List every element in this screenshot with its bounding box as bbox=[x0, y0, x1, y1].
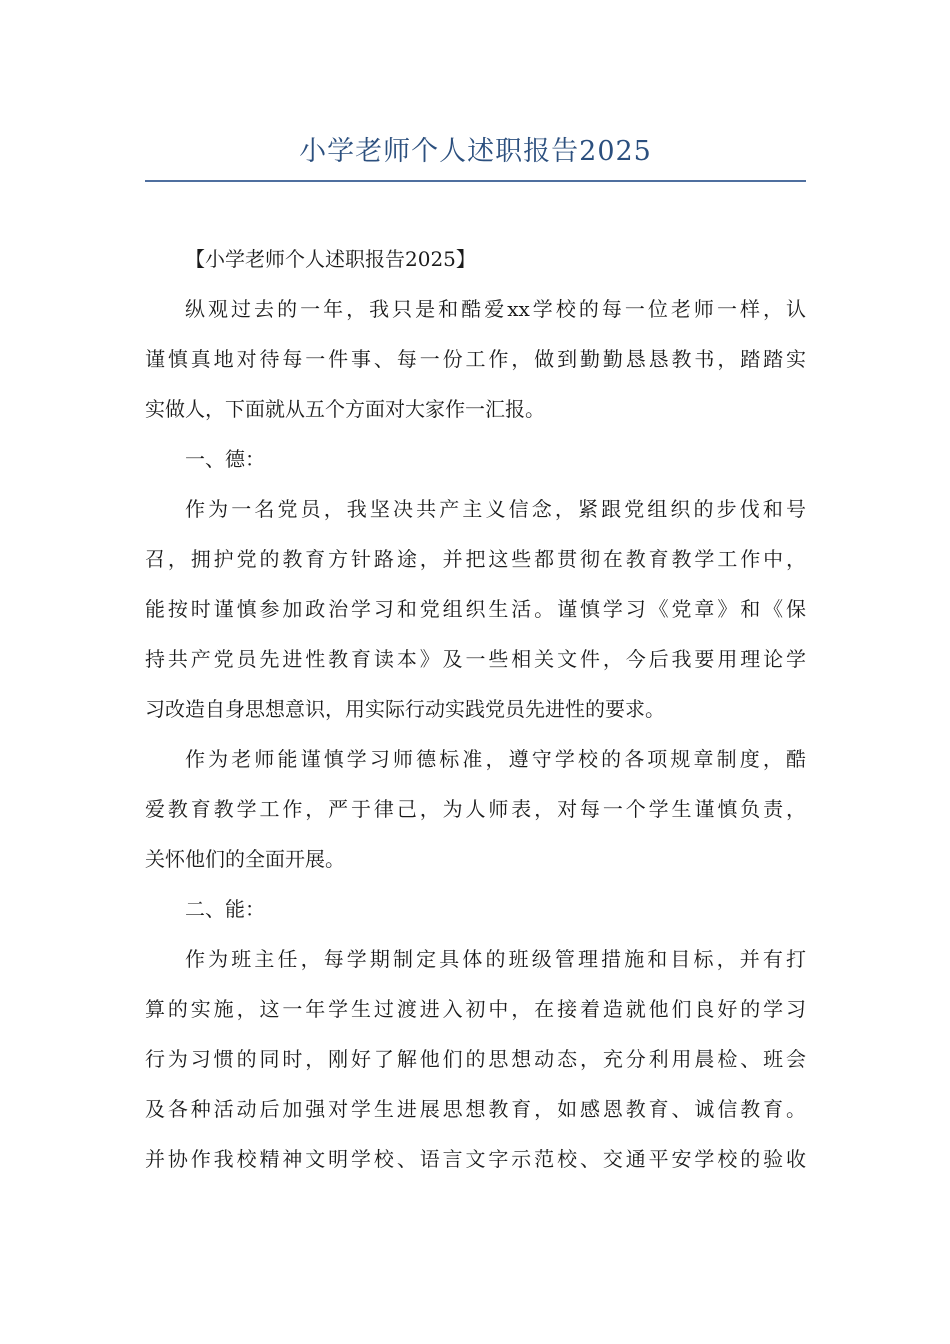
paragraph-line: 一、德： bbox=[185, 447, 265, 471]
paragraph-line: 爱教育教学工作，严于律己，为人师表，对每一个学生谨慎负责， bbox=[145, 797, 806, 821]
paragraph-heading-bracket bbox=[145, 234, 806, 284]
paragraph-line: 及各种活动后加强对学生进展思想教育，如感恩教育、诚信教育。 bbox=[145, 1097, 806, 1121]
paragraph-line: 召，拥护党的教育方针路途，并把这些都贯彻在教育教学工作中， bbox=[145, 547, 806, 571]
paragraph-line: 作为班主任，每学期制定具体的班级管理措施和目标，并有打 bbox=[185, 947, 806, 971]
paragraph-intro bbox=[145, 284, 806, 434]
paragraph-party-member bbox=[145, 484, 806, 734]
paragraph-line: 二、能： bbox=[185, 897, 265, 921]
paragraph-line: 习改造自身思想意识，用实际行动实践党员先进性的要求。 bbox=[145, 697, 665, 721]
title-underline bbox=[145, 180, 806, 182]
section-heading-neng bbox=[145, 884, 806, 934]
paragraph-line: 算的实施，这一年学生过渡进入初中，在接着造就他们良好的学习 bbox=[145, 997, 806, 1021]
paragraph-line: 实做人，下面就从五个方面对大家作一汇报。 bbox=[145, 397, 545, 421]
paragraph-line: 关怀他们的全面开展。 bbox=[145, 847, 345, 871]
document-body bbox=[145, 234, 806, 1184]
paragraph-line: 能按时谨慎参加政治学习和党组织生活。谨慎学习《党章》和《保 bbox=[145, 597, 806, 621]
paragraph-line: 作为老师能谨慎学习师德标准，遵守学校的各项规章制度，酷 bbox=[185, 747, 806, 771]
paragraph-teacher-ethics bbox=[145, 734, 806, 884]
paragraph-class-teacher bbox=[145, 934, 806, 1184]
paragraph-line: 谨慎真地对待每一件事、每一份工作，做到勤勤恳恳教书，踏踏实 bbox=[145, 347, 806, 371]
paragraph-line: 纵观过去的一年，我只是和酷爱xx学校的每一位老师一样，认 bbox=[185, 297, 806, 321]
section-heading-de bbox=[145, 434, 806, 484]
paragraph-line: 【小学老师个人述职报告2025】 bbox=[185, 247, 476, 271]
paragraph-line: 作为一名党员，我坚决共产主义信念，紧跟党组织的步伐和号 bbox=[185, 497, 806, 521]
paragraph-line: 并协作我校精神文明学校、语言文字示范校、交通平安学校的验收 bbox=[145, 1147, 806, 1171]
document-title: 小学老师个人述职报告2025 bbox=[299, 136, 652, 167]
paragraph-line: 行为习惯的同时，刚好了解他们的思想动态，充分利用晨检、班会 bbox=[145, 1047, 806, 1071]
paragraph-line: 持共产党员先进性教育读本》及一些相关文件，今后我要用理论学 bbox=[145, 647, 806, 671]
